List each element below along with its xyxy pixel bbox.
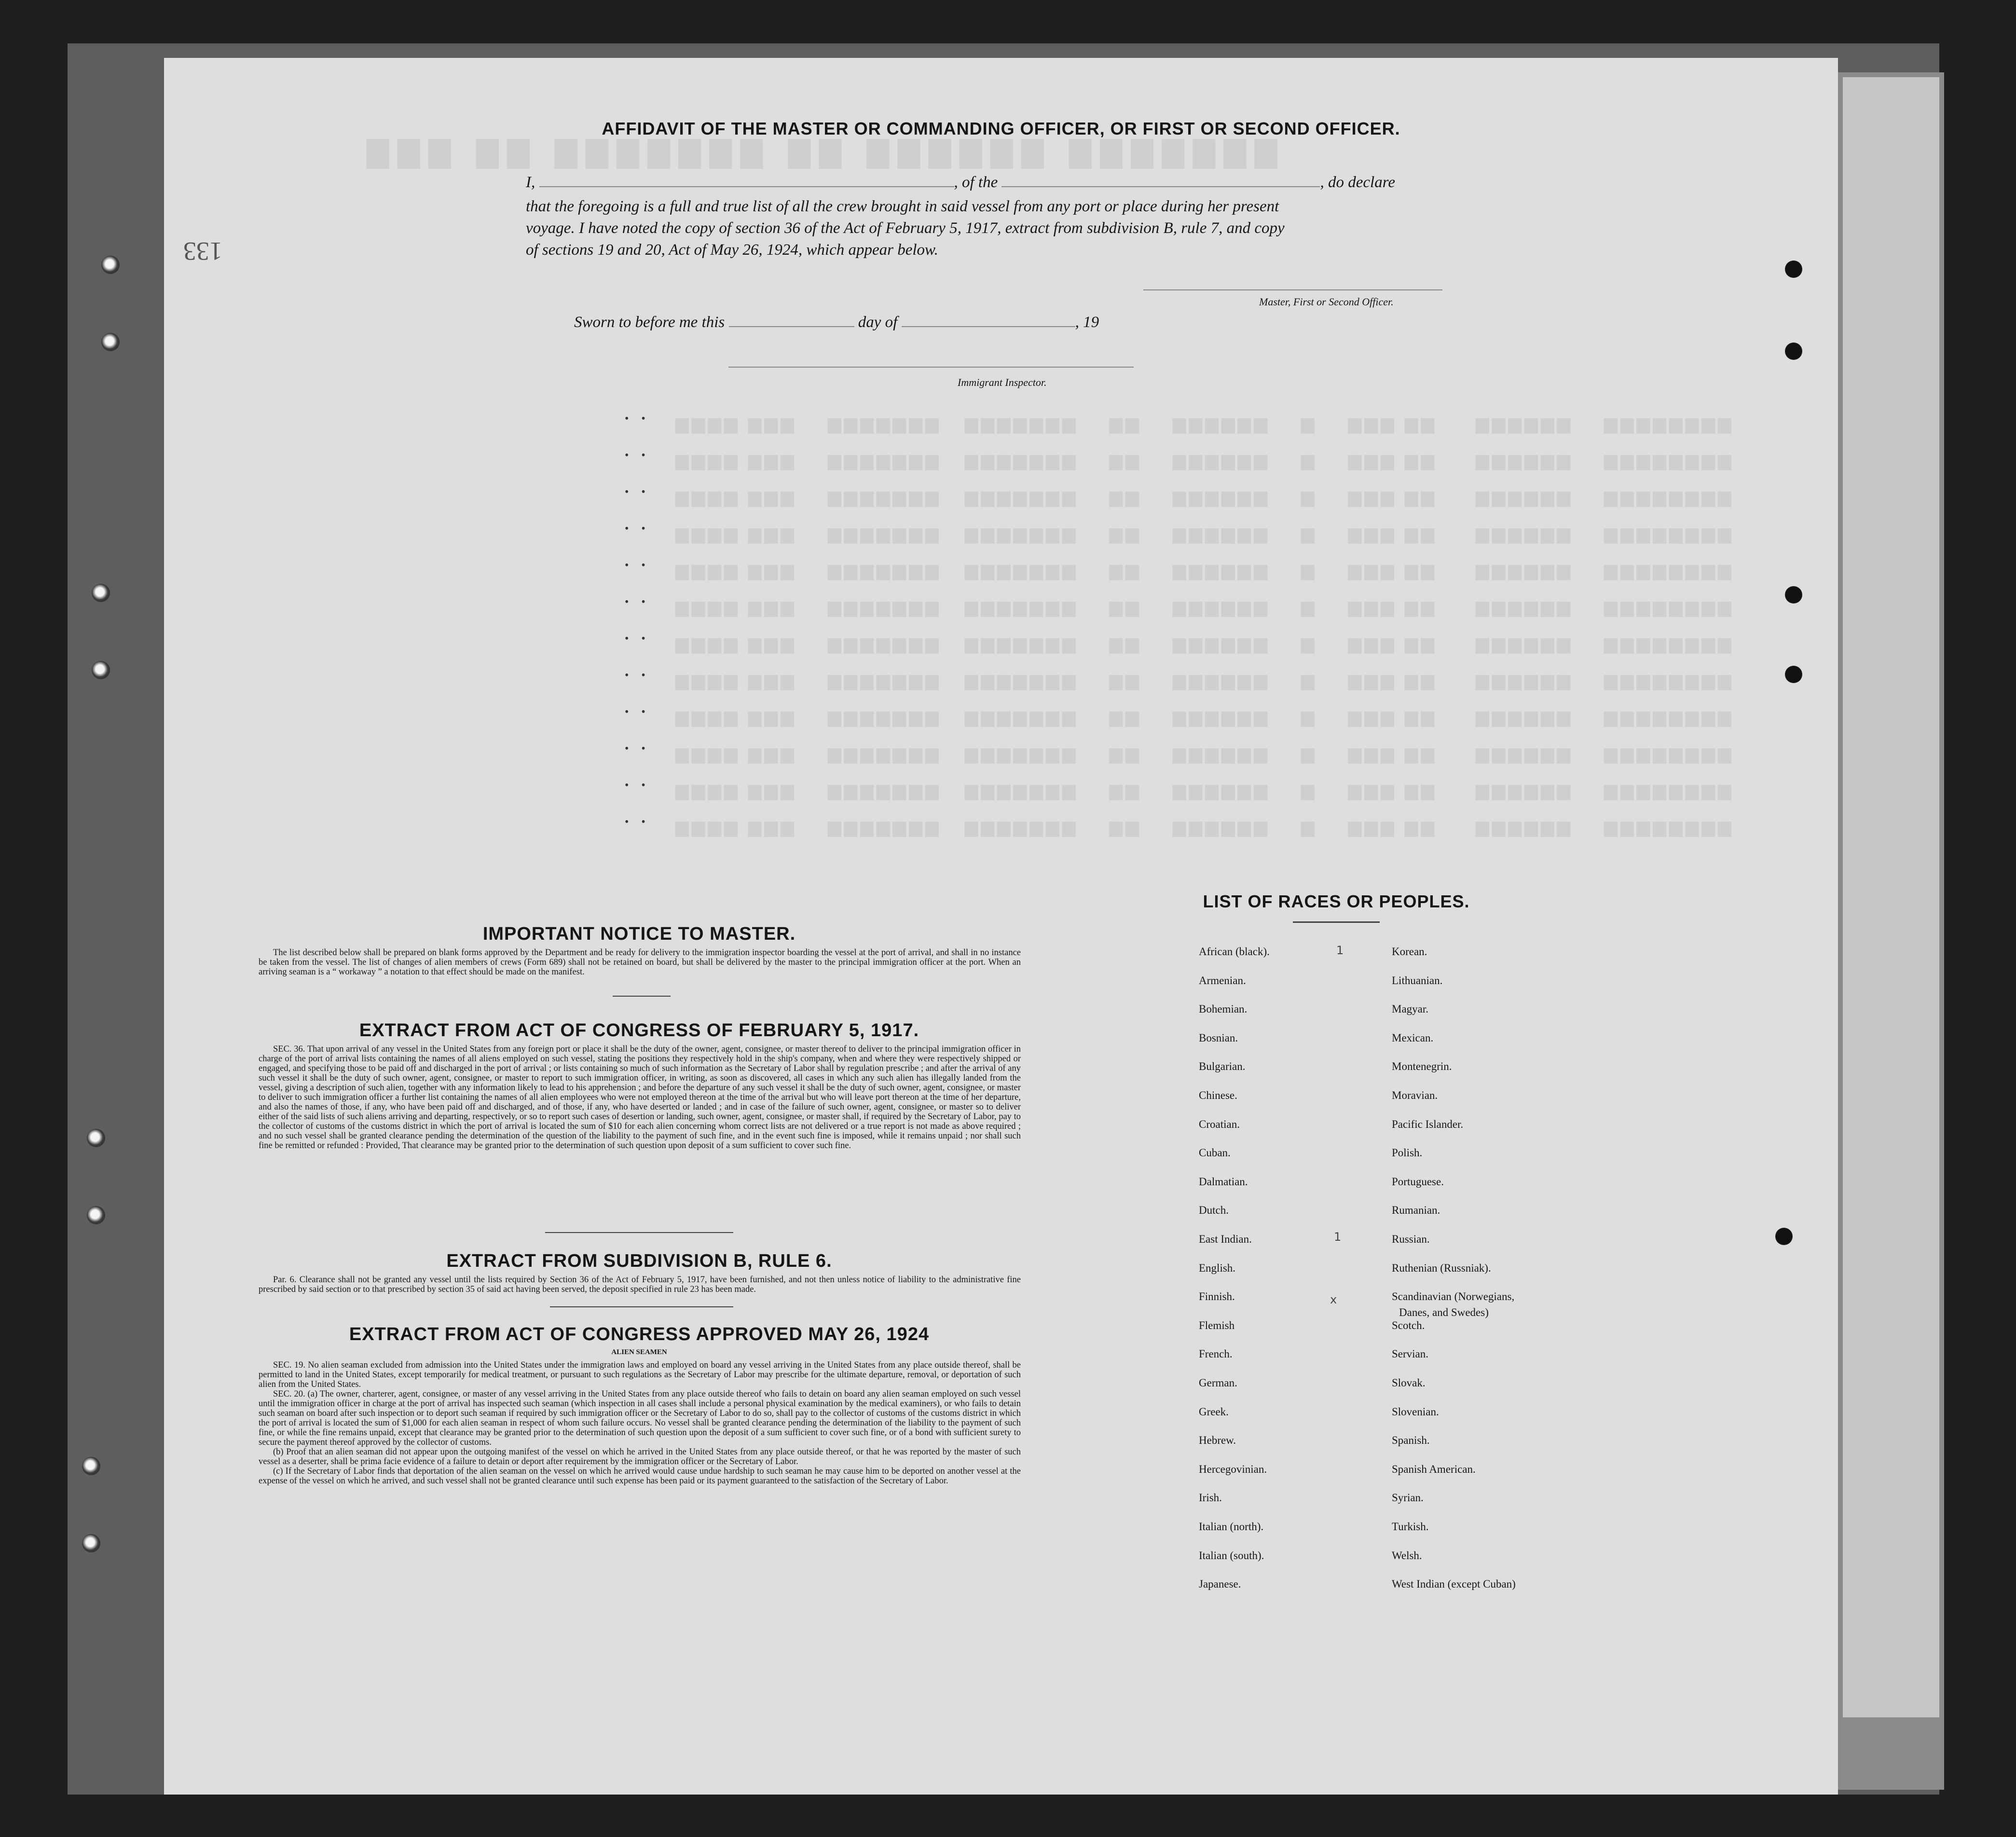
sec-20a-paragraph: SEC. 20. (a) The owner, charterer, agent, consignee, or master of any vessel arriving in the United States from any place outside thereof who fails to detain on board any alien seaman employed on such vessel until the immigration officer in charge at the port of arrival has inspected such seaman (which inspection in all cases shall include a personal physical examination by the medical examiners), or who fails to detain such seaman on board after such inspection or to deport such seaman if required by such immigration officer or the Secretary of Labor to do so, shall pay to the collector of customs of the customs district in which the port of arrival is located the sum of $1,000 for each alien seaman in respect of whom such failure occurs. No vessel shall be granted clearance pending the determination of the liability to the payment of such fine, or while the fine remains unpaid, except that clearance may be granted prior to the determination of such question upon the deposit of a sum sufficient to cover such fine, or of a bond with sufficient surety to secure the payment thereof approved by the collector of customs. bbox=[259, 1389, 1021, 1447]
races-title-underline bbox=[1293, 921, 1380, 923]
race-item: Hebrew. bbox=[1199, 1434, 1236, 1447]
race-item: Moravian. bbox=[1392, 1089, 1438, 1101]
race-item: Croatian. bbox=[1199, 1118, 1240, 1130]
vessel-name-field[interactable] bbox=[1001, 186, 1320, 187]
race-item: English. bbox=[1199, 1261, 1236, 1274]
race-item: Turkish. bbox=[1392, 1521, 1429, 1533]
sworn-text: Sworn to before me this bbox=[574, 314, 725, 331]
race-item: Bosnian. bbox=[1199, 1031, 1238, 1044]
binder-hole bbox=[101, 256, 120, 274]
race-scandinavian-cont: Danes, and Swedes) bbox=[1399, 1306, 1489, 1318]
race-item: Irish. bbox=[1199, 1492, 1222, 1504]
affidavit-of-the: , of the bbox=[954, 174, 998, 191]
notice-heading: IMPORTANT NOTICE TO MASTER. bbox=[482, 924, 796, 944]
extract-1924-text bbox=[259, 1360, 1021, 1486]
affidavit-declaration-line bbox=[526, 174, 1395, 192]
race-item: Bulgarian. bbox=[1199, 1060, 1246, 1073]
binder-hole-right bbox=[1785, 666, 1802, 683]
race-item: Flemish bbox=[1199, 1319, 1235, 1331]
race-item: Mexican. bbox=[1392, 1031, 1434, 1044]
binder-hole bbox=[101, 333, 120, 351]
binder-hole-right bbox=[1775, 1228, 1793, 1245]
inspector-signature-line[interactable] bbox=[728, 367, 1134, 368]
race-item: Slovenian. bbox=[1392, 1405, 1439, 1418]
rule-6-paragraph: Par. 6. Clearance shall not be granted any vessel until the lists required by Section 36 of the Act of February 5, 1917, have been furnished, and not then unless notice of liability to the administrative fine prescribed by said section or to that prescribed by section 35 of said act having been served, the deposit specified in rule 23 has been made. bbox=[259, 1275, 1021, 1294]
affidavit-i: I, bbox=[526, 174, 535, 191]
race-item: Bohemian. bbox=[1199, 1003, 1248, 1015]
sec-20b-paragraph: (b) Proof that an alien seaman did not appear upon the outgoing manifest of the vessel on which he arrived in the United States from any place outside thereof, or that he was reported by the master of such vessel as a deserter, shall be prima facie evidence of a failure to detain or deport after requirement by the immigration officer or the Secretary of Labor. bbox=[259, 1447, 1021, 1467]
underlying-page-edge bbox=[1843, 77, 1939, 1717]
race-item: Korean. bbox=[1392, 946, 1427, 958]
race-item: French. bbox=[1199, 1348, 1233, 1360]
rule-6-heading: EXTRACT FROM SUBDIVISION B, RULE 6. bbox=[446, 1251, 832, 1271]
master-signature-line[interactable] bbox=[1143, 289, 1442, 290]
extract-1924-heading: EXTRACT FROM ACT OF CONGRESS APPROVED MAY 26, 1924 bbox=[349, 1324, 930, 1344]
affidavit-do-declare: , do declare bbox=[1320, 174, 1395, 191]
binder-hole bbox=[82, 1534, 100, 1552]
race-item: Greek. bbox=[1199, 1405, 1229, 1418]
bleed-through-heading: ▇▇▇ ▇▇ ▇▇▇▇▇▇▇ ▇▇ ▇▇▇▇▇▇ ▇▇▇▇▇▇▇ bbox=[367, 136, 1286, 168]
mark-finnish: x bbox=[1330, 1293, 1337, 1306]
race-item: Chinese. bbox=[1199, 1089, 1237, 1101]
notice-text bbox=[259, 948, 1021, 977]
race-item: Dalmatian. bbox=[1199, 1175, 1248, 1188]
race-item: Welsh. bbox=[1392, 1549, 1422, 1562]
race-item: Servian. bbox=[1392, 1348, 1429, 1360]
race-item: Scotch. bbox=[1392, 1319, 1425, 1331]
race-item: Magyar. bbox=[1392, 1003, 1429, 1015]
binder-hole-right bbox=[1785, 586, 1802, 603]
rule-6-text bbox=[259, 1275, 1021, 1294]
race-item: Hercegovinian. bbox=[1199, 1463, 1267, 1475]
race-item: East Indian. bbox=[1199, 1233, 1252, 1245]
mark-dalmatian: 1 bbox=[1334, 1230, 1342, 1244]
mark-african: 1 bbox=[1336, 944, 1344, 957]
race-item: Armenian. bbox=[1199, 974, 1246, 987]
day-of-text: day of bbox=[858, 314, 898, 331]
race-item: Syrian. bbox=[1392, 1492, 1424, 1504]
race-item: West Indian (except Cuban) bbox=[1392, 1578, 1516, 1590]
inspector-signature-label: Immigrant Inspector. bbox=[958, 376, 1047, 388]
race-item: Dutch. bbox=[1199, 1204, 1229, 1217]
race-item: Italian (south). bbox=[1199, 1549, 1264, 1562]
rule-6-divider bbox=[550, 1306, 733, 1307]
officer-name-field[interactable] bbox=[539, 186, 954, 187]
bleed-through-column: ▆▆▆▆ ▆▆▆ ▆▆▆▆▆▆▆ ▆▆▆▆▆▆▆ ▆▆ ▆▆▆▆▆▆ ▆ ▆▆▆ ▆▆ ▆▆▆▆▆▆ ▆▆▆▆▆▆▆▆ ▆▆▆▆ ▆▆▆ ▆▆▆▆▆▆▆ ▆▆▆▆▆▆▆ ▆▆ ▆▆▆▆▆▆ ▆ ▆▆▆ ▆▆ ▆▆▆▆▆▆ ▆▆▆▆▆▆▆▆ ▆▆▆▆ ▆▆▆ ▆▆▆▆▆▆▆ ▆▆▆▆▆▆▆ ▆▆ ▆▆▆▆▆▆ ▆ ▆▆▆ ▆▆ ▆▆▆▆▆▆ ▆▆▆▆▆▆▆▆ ▆▆▆▆ ▆▆▆ ▆▆▆▆▆▆▆ ▆▆▆▆▆▆▆ ▆▆ ▆▆▆▆▆▆ ▆ ▆▆▆ ▆▆ ▆▆▆▆▆▆ ▆▆▆▆▆▆▆▆ ▆▆▆▆ ▆▆▆ ▆▆▆▆▆▆▆ ▆▆▆▆▆▆▆ ▆▆ ▆▆▆▆▆▆ ▆ ▆▆▆ ▆▆ ▆▆▆▆▆▆ ▆▆▆▆▆▆▆▆ ▆▆▆▆ ▆▆▆ ▆▆▆▆▆▆▆ ▆▆▆▆▆▆▆ ▆▆ ▆▆▆▆▆▆ ▆ ▆▆▆ ▆▆ ▆▆▆▆▆▆ ▆▆▆▆▆▆▆▆ ▆▆▆▆ ▆▆▆ ▆▆▆▆▆▆▆ ▆▆▆▆▆▆▆ ▆▆ ▆▆▆▆▆▆ ▆ ▆▆▆ ▆▆ ▆▆▆▆▆▆ ▆▆▆▆▆▆▆▆ ▆▆▆▆ ▆▆▆ ▆▆▆▆▆▆▆ ▆▆▆▆▆▆▆ ▆▆ ▆▆▆▆▆▆ ▆ ▆▆▆ ▆▆ ▆▆▆▆▆▆ ▆▆▆▆▆▆▆▆ ▆▆▆▆ ▆▆▆ ▆▆▆▆▆▆▆ ▆▆▆▆▆▆▆ ▆▆ ▆▆▆▆▆▆ ▆ ▆▆▆ ▆▆ ▆▆▆▆▆▆ ▆▆▆▆▆▆▆▆ ▆▆▆▆ ▆▆▆ ▆▆▆▆▆▆▆ ▆▆▆▆▆▆▆ ▆▆ ▆▆▆▆▆▆ ▆ ▆▆▆ ▆▆ ▆▆▆▆▆▆ ▆▆▆▆▆▆▆▆ ▆▆▆▆ ▆▆▆ ▆▆▆▆▆▆▆ ▆▆▆▆▆▆▆ ▆▆ ▆▆▆▆▆▆ ▆ ▆▆▆ ▆▆ ▆▆▆▆▆▆ ▆▆▆▆▆▆▆▆ ▆▆▆▆ ▆▆▆ ▆▆▆▆▆▆▆ ▆▆▆▆▆▆▆ ▆▆ ▆▆▆▆▆▆ ▆ ▆▆▆ ▆▆ ▆▆▆▆▆▆ ▆▆▆▆▆▆▆▆ bbox=[675, 413, 1734, 836]
race-item: Japanese. bbox=[1199, 1578, 1241, 1590]
race-item: German. bbox=[1199, 1377, 1237, 1389]
binder-hole-right bbox=[1785, 343, 1802, 360]
race-item: Pacific Islander. bbox=[1392, 1118, 1464, 1130]
binder-hole-right bbox=[1785, 260, 1802, 278]
affidavit-line-3: voyage. I have noted the copy of section 36 of the Act of February 5, 1917, extract from subdivision B, rule 7, and copy bbox=[526, 219, 1285, 237]
master-signature-label: Master, First or Second Officer. bbox=[1259, 296, 1394, 308]
race-item: Italian (north). bbox=[1199, 1521, 1264, 1533]
affidavit-title: AFFIDAVIT OF THE MASTER OR COMMANDING OFFICER, OR FIRST OR SECOND OFFICER. bbox=[602, 119, 1400, 138]
sworn-day-field[interactable] bbox=[729, 326, 854, 327]
binder-hole bbox=[87, 1129, 105, 1147]
race-item: African (black). bbox=[1199, 946, 1270, 958]
race-item: Spanish American. bbox=[1392, 1463, 1476, 1475]
race-item: Cuban. bbox=[1199, 1147, 1231, 1159]
extract-1917-paragraph: SEC. 36. That upon arrival of any vessel in the United States from any foreign port or place it shall be the duty of the owner, agent, consignee, or master thereof to deliver to the principal immigration officer in charge of the port of arrival lists containing the names of all aliens employed on such vessel, stating the positions they respectively hold in the ship's company, when and where they were respectively shipped or engaged, and specifying those to be paid off and discharged in the port of arrival ; or lists containing so much of such information as the Secretary of Labor shall by regulation prescribe ; and after the arrival of any such vessel it shall be the duty of such owner, agent, consignee, or master to report to such immigration officer, in writing, as soon as discovered, all cases in which any such alien has illegally landed from the vessel, giving a description of such alien, together with any information likely to lead to his apprehension ; and before the departure of any such vessel it shall be the duty of such owner, agent, consignee, or master to deliver to such immigration officer a further list containing the names of all alien employees who were not employed thereon at the time of the arrival but who will leave port thereon at the time of her departure, and also the names of those, if any, who have been paid off and discharged, and of those, if any, who have deserted or landed ; and in case of the failure of such owner, agent, consignee, or master so to deliver either of the said lists of such aliens arriving and departing, respectively, or so to report such cases of desertion or landing, such owner, agent, consignee, or master shall, if required by the Secretary of Labor, pay to the collector of customs of the customs district in which the port of arrival is located the sum of $10 for each alien concerning whom correct lists are not delivered or a true report is not made as above required ; and no such vessel shall be granted clearance pending the determination of the question of the liability to the payment of such fine, and in the event such fine is imposed, while it remains unpaid ; nor shall such fine be remitted or refunded : Provided, That clearance may be granted prior to the determination of such question upon deposit of a sum sufficient to cover such fine. bbox=[259, 1044, 1021, 1151]
sworn-month-field[interactable] bbox=[902, 326, 1075, 327]
race-item: Scandinavian (Norwegians, bbox=[1392, 1290, 1515, 1303]
race-item: Rumanian. bbox=[1392, 1204, 1440, 1217]
ditto-marks: • • • • • • • • • • • • • • • • • • • • • • • • bbox=[625, 412, 650, 828]
extract-1917-heading: EXTRACT FROM ACT OF CONGRESS OF FEBRUARY 5, 1917. bbox=[359, 1020, 919, 1041]
sworn-line bbox=[574, 314, 1099, 331]
affidavit-line-4: of sections 19 and 20, Act of May 26, 1924, which appear below. bbox=[526, 241, 938, 259]
margin-number: 133 bbox=[183, 237, 222, 266]
alien-seamen-subheading: ALIEN SEAMEN bbox=[611, 1348, 667, 1356]
race-item: Ruthenian (Russniak). bbox=[1392, 1261, 1491, 1274]
year-text: , 19 bbox=[1075, 314, 1099, 331]
notice-divider bbox=[613, 996, 671, 997]
race-item: Polish. bbox=[1392, 1147, 1423, 1159]
race-item: Lithuanian. bbox=[1392, 974, 1443, 987]
affidavit-line-2: that the foregoing is a full and true list of all the crew brought in said vessel from any port or place during her present bbox=[526, 198, 1279, 215]
race-item: Portuguese. bbox=[1392, 1175, 1444, 1188]
notice-paragraph: The list described below shall be prepared on blank forms approved by the Department and be ready for delivery to the immigration inspector boarding the vessel at the port of arrival, and shall in no instance be taken from the vessel. The list of changes of alien members of crews (Form 689) shall not be retained on board, but shall be delivered by the master to the principal immigration officer at the port. When an arriving seaman is a “ workaway ” a notation to that effect should be made on the manifest. bbox=[259, 948, 1021, 977]
binder-hole bbox=[92, 584, 110, 602]
extract-1917-divider bbox=[545, 1232, 733, 1233]
binder-hole bbox=[82, 1457, 100, 1475]
manifest-page bbox=[164, 58, 1838, 1795]
race-item: Montenegrin. bbox=[1392, 1060, 1452, 1073]
race-item: Russian. bbox=[1392, 1233, 1430, 1245]
sec-20c-paragraph: (c) If the Secretary of Labor finds that deportation of the alien seaman on the vessel on which he arrived would cause undue hardship to such seaman he may cause him to be deported on another vessel at the expense of the vessel on which he arrived, and such vessel shall not be granted clearance until such expense has been paid or its payment guaranteed to the satisfaction of the Secretary of Labor. bbox=[259, 1467, 1021, 1486]
sec-19-paragraph: SEC. 19. No alien seaman excluded from admission into the United States under the immigration laws and employed on board any vessel arriving in the United States from any place outside thereof, shall be permitted to land in the United States, except temporarily for medical treatment, or pursuant to such regulations as the Secretary of Labor may prescribe for the ultimate departure, removal, or deportation of such alien from the United States. bbox=[259, 1360, 1021, 1389]
binder-hole bbox=[92, 661, 110, 679]
binder-hole bbox=[87, 1206, 105, 1224]
race-item: Slovak. bbox=[1392, 1377, 1426, 1389]
race-item: Finnish. bbox=[1199, 1290, 1235, 1303]
races-title: LIST OF RACES OR PEOPLES. bbox=[1203, 891, 1470, 911]
race-item: Spanish. bbox=[1392, 1434, 1430, 1447]
extract-1917-text bbox=[259, 1044, 1021, 1151]
